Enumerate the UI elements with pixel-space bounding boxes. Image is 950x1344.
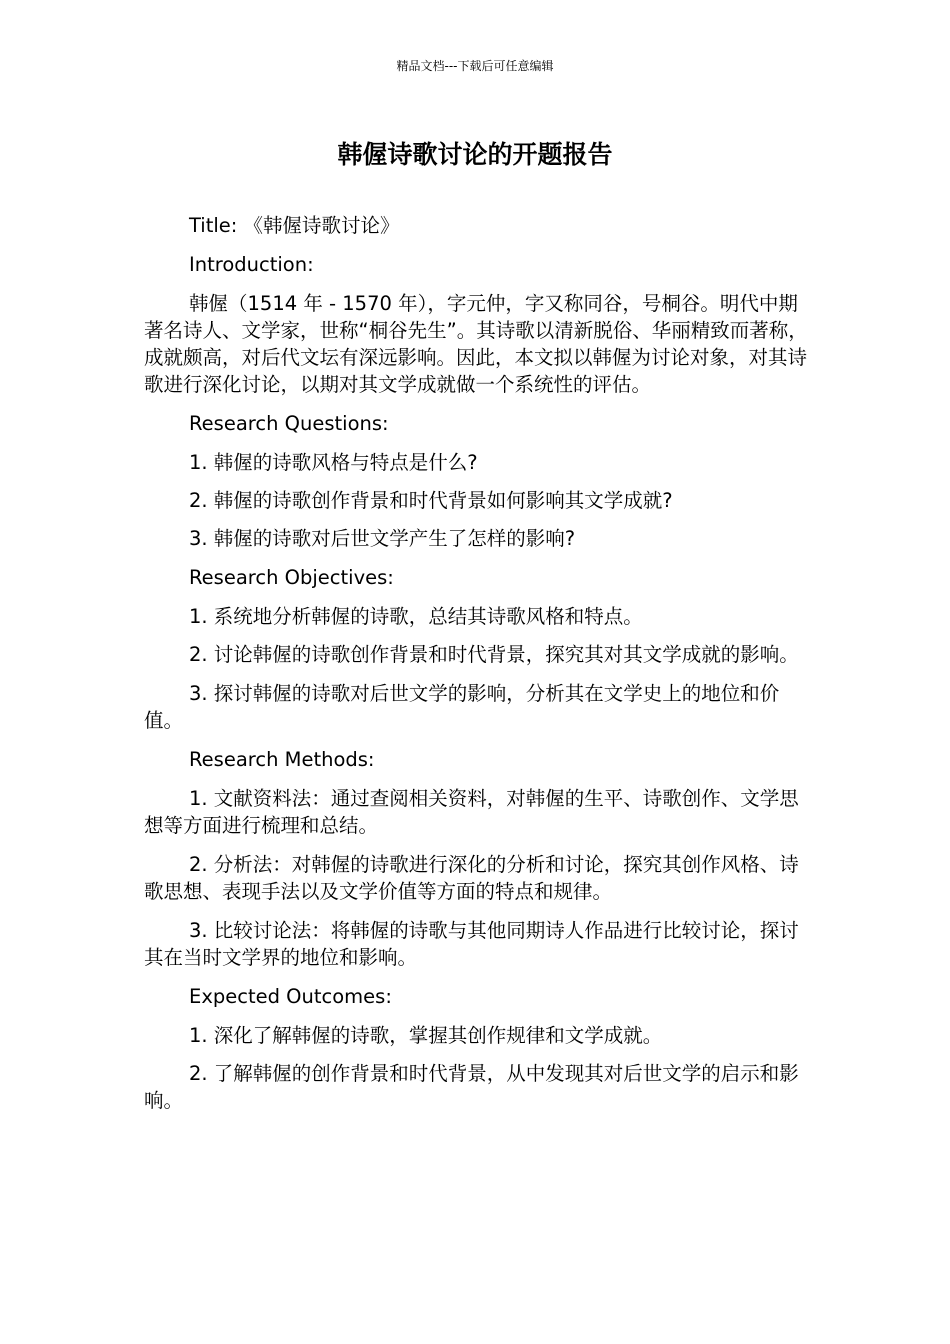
list-item-objective-1: 1. 系统地分析韩偓的诗歌，总结其诗歌风格和特点。	[189, 605, 643, 628]
list-item-method-1: 1. 文献资料法：通过查阅相关资料，对韩偓的生平、诗歌创作、文学思想等方面进行梳理和总结。	[144, 787, 799, 837]
document-body	[144, 212, 808, 1126]
heading-expected-outcomes: Expected Outcomes:	[189, 985, 392, 1008]
heading-research-questions: Research Questions:	[189, 412, 389, 435]
list-item-question-1: 1. 韩偓的诗歌风格与特点是什么?	[189, 451, 478, 474]
list-item-outcome-1: 1. 深化了解韩偓的诗歌，掌握其创作规律和文学成就。	[189, 1024, 663, 1047]
heading-research-objectives: Research Objectives:	[189, 566, 394, 589]
list-item-question-2: 2. 韩偓的诗歌创作背景和时代背景如何影响其文学成就?	[189, 489, 673, 512]
list-item-method-2: 2. 分析法：对韩偓的诗歌进行深化的分析和讨论，探究其创作风格、诗歌思想、表现手法以及文学价值等方面的特点和规律。	[144, 853, 799, 903]
list-item-question-3: 3. 韩偓的诗歌对后世文学产生了怎样的影响?	[189, 527, 576, 550]
list-item-outcome-2: 2. 了解韩偓的创作背景和时代背景，从中发现其对后世文学的启示和影响。	[144, 1062, 799, 1112]
page-header: 精品文档---下载后可任意编辑	[396, 59, 554, 73]
list-item-method-3: 3. 比较讨论法：将韩偓的诗歌与其他同期诗人作品进行比较讨论，探讨其在当时文学界的地位和影响。	[144, 919, 799, 969]
heading-introduction: Introduction:	[189, 253, 314, 276]
list-item-objective-3: 3. 探讨韩偓的诗歌对后世文学的影响，分析其在文学史上的地位和价值。	[144, 682, 780, 732]
paragraph-title-line: Title: 《韩偓诗歌讨论》	[189, 214, 400, 237]
list-item-objective-2: 2. 讨论韩偓的诗歌创作背景和时代背景，探究其对其文学成就的影响。	[189, 643, 799, 666]
paragraph-introduction: 韩偓（1514 年 - 1570 年），字元仲，字又称同谷，号桐谷。明代中期著名诗人、文学家，世称“桐谷先生”。其诗歌以清新脱俗、华丽精致而著称，成就颇高，对后代文坛有深远影响。因此，本文拟以韩偓为讨论对象，对其诗歌进行深化讨论，以期对其文学成就做一个系统性的评估。	[144, 292, 808, 396]
heading-research-methods: Research Methods:	[189, 748, 375, 771]
document-title: 韩偓诗歌讨论的开题报告	[337, 140, 613, 169]
